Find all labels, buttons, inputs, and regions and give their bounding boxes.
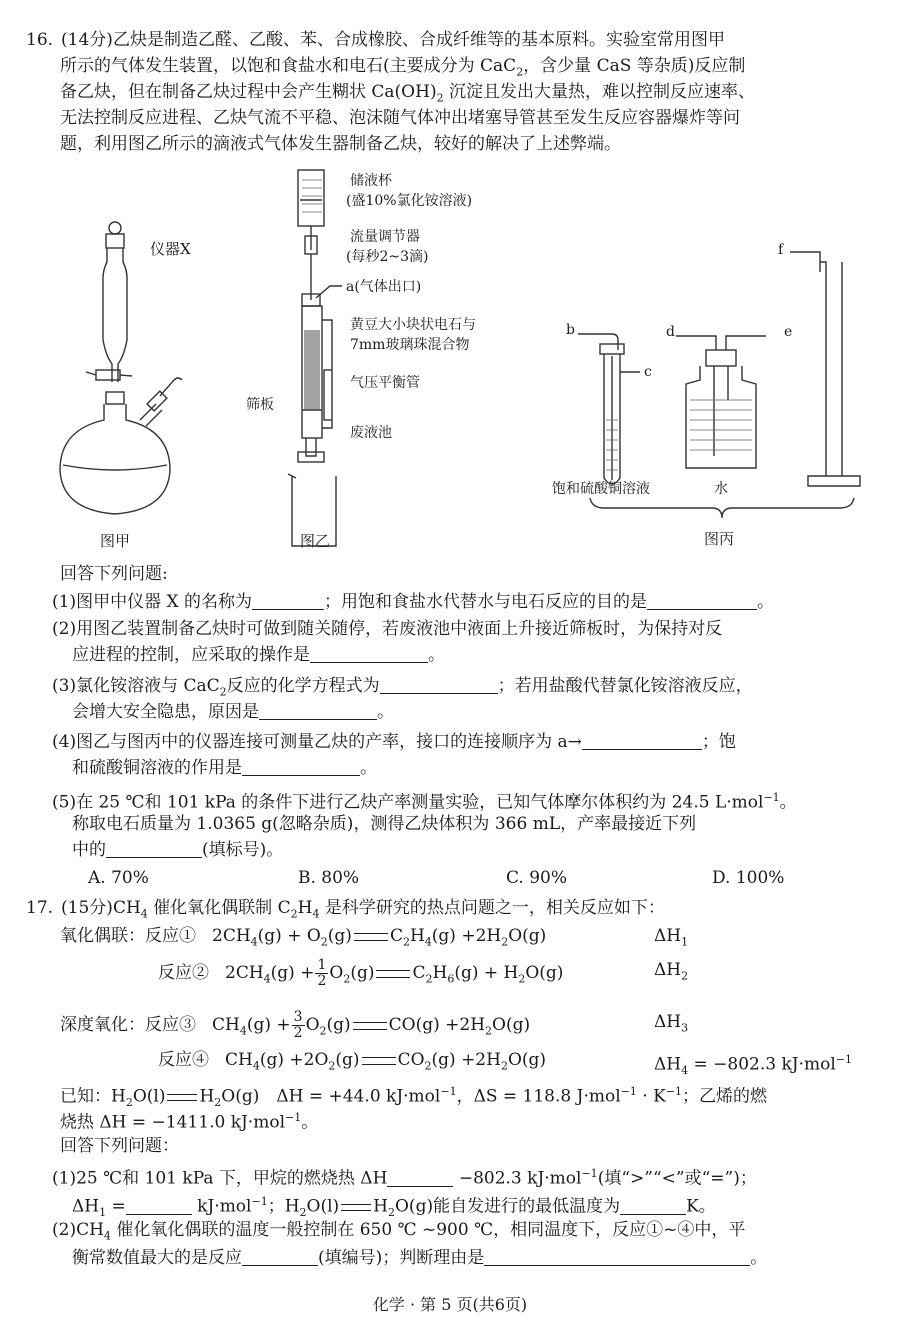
- q16-5b: 称取电石质量为 1.0365 g(忽略杂质)，测得乙炔体积为 366 mL，产率最接近下列: [72, 814, 697, 834]
- page-footer: 化学 · 第 5 页(共6页): [372, 1295, 528, 1314]
- answer-blank[interactable]: [484, 1247, 750, 1266]
- label-water: 水: [714, 481, 728, 497]
- option-d: D. 100%: [712, 868, 785, 888]
- caption-jia: 图甲: [100, 532, 131, 550]
- label-yi-2: 流量调节器: [350, 229, 420, 245]
- q16-2b: 应进程的控制，应采取的操作是 。: [72, 645, 445, 665]
- answer-blank[interactable]: [242, 757, 360, 776]
- q16-line-4: 无法控制反应进程、乙炔气流不平稳、泡沫随气体冲出堵塞导管甚至发生反应容器爆炸等问: [60, 108, 740, 128]
- figure-jia-apparatus: [60, 222, 182, 514]
- answer-blank[interactable]: [582, 731, 702, 750]
- label-yi-6: 7mm玻璃珠混合物: [350, 337, 470, 353]
- q16-4b: 和硫酸铜溶液的作用是 。: [72, 758, 377, 778]
- answer-blank[interactable]: [387, 1168, 453, 1187]
- answer-blank[interactable]: [252, 591, 324, 610]
- letter-d: d: [666, 324, 675, 340]
- q16-3a: (3)氯化铵溶液与 CaC$_2$反应的化学方程式为 ；若用盐酸代替氯化铵溶液反应，: [52, 676, 753, 699]
- label-yi-8: 筛板: [246, 397, 274, 413]
- label-yi-7: 气压平衡管: [350, 375, 420, 391]
- q16-3b: 会增大安全隐患，原因是 。: [72, 702, 394, 722]
- reaction-2: 反应② $2CH_4(g)$ + $\frac{1}{2}$ $O_2(g) C_2H_6(g) + H_2O(g)$ $\Delta H_2$: [158, 957, 689, 989]
- q16-line-2: 所示的气体发生装置，以饱和食盐水和电石(主要成分为 CaC$_2$，含少量 CaS 等杂质)反应制: [60, 56, 746, 79]
- label-yi-5: 黄豆大小块状电石与: [350, 317, 476, 333]
- q17-line-1: 17. (15分)$CH_4$ 催化氧化偶联制 $C_2H_4$ 是科学研究的热点问题之一，相关反应如下：: [26, 898, 665, 921]
- label-yi-9: 废液池: [350, 425, 392, 441]
- answer-blank[interactable]: [310, 644, 428, 663]
- q16-5c: 中的 (填标号)。: [72, 840, 284, 860]
- q16-5a: (5)在 25 ℃和 101 kPa 的条件下进行乙炔产率测量实验，已知气体摩尔体积约为 24.5 L·mol$^{-1}$。: [52, 791, 797, 813]
- caption-bing: 图丙: [704, 530, 735, 548]
- q17-1b: $\Delta H_1 = kJ\cdot mol^{-1}$；$H_2O(l)$ $H_2O(g)$能自发进行的最低温度为 K。: [72, 1195, 716, 1220]
- answer-blank[interactable]: [106, 839, 202, 858]
- label-yi-3: (每秒2~3滴): [346, 249, 429, 265]
- q16-prompt: 回答下列问题:: [60, 564, 168, 584]
- answer-blank[interactable]: [380, 675, 498, 694]
- reaction-4: 反应④ $CH_4(g) +2O_2(g)$ $CO_2(g) +2H_2O(g)$ $\Delta H_4 = -802.3$ kJ·mol$^{-1}$: [158, 1050, 853, 1078]
- option-c: C. 90%: [506, 868, 567, 888]
- letter-f: f: [778, 242, 784, 258]
- reaction-1: 氧化偶联：反应① $2CH_4(g) + O_2(g)$ $C_2H_4(g) +2H_2O(g)$ $\Delta H_1$: [60, 926, 689, 949]
- q16-line-1: 16. (14分)乙炔是制造乙醛、乙酸、苯、合成橡胶、合成纤维等的基本原料。实验室常用图甲: [26, 30, 725, 50]
- answer-blank[interactable]: [126, 1196, 192, 1215]
- q17-1a: (1)25 ℃和 101 kPa 下，甲烷的燃烧热 ΔH −802.3 kJ·mol$^{-1}$(填“>”“<”或“=”)；: [52, 1167, 757, 1189]
- answer-blank[interactable]: [242, 1247, 318, 1266]
- q17-2b: 衡常数值最大的是反应 (填编号)；判断理由是 。: [72, 1248, 768, 1268]
- q16-2a: (2)用图乙装置制备乙炔时可做到随关随停，若废液池中液面上升接近筛板时，为保持对反: [52, 619, 723, 639]
- apparatus-figures: [0, 0, 900, 560]
- q16-1: (1)图甲中仪器 X 的名称为 ；用饱和食盐水代替水与电石反应的目的是 。: [52, 592, 774, 612]
- q17-known-2: 烧热 ΔH = −1411.0 kJ·mol$^{-1}$。: [60, 1111, 319, 1133]
- reaction-3: 深度氧化：反应③ $CH_4(g)$ + $\frac{3}{2}$ $O_2(g)$ $CO(g) +2H_2O(g)$ $\Delta H_3$: [60, 1009, 689, 1041]
- q16-line-5: 题，利用图乙所示的滴液式气体发生器制备乙炔，较好的解决了上述弊端。: [60, 134, 621, 154]
- option-b: B. 80%: [298, 868, 360, 888]
- letter-c: c: [644, 364, 652, 380]
- answer-blank[interactable]: [620, 1196, 686, 1215]
- label-yi-0: 储液杯: [350, 173, 392, 189]
- label-yi-4: a(气体出口): [346, 279, 422, 295]
- q16-line-3: 备乙炔，但在制备乙炔过程中会产生糊状 $Ca(OH)_2$ 沉淀且发出大量热，难以控制反应速率、: [60, 82, 755, 105]
- q17-2a: $(2)CH_4$ 催化氧化偶联的温度一般控制在 650 ℃ ~900 ℃，相同温度下，反应①~④中，平: [52, 1220, 746, 1243]
- caption-yi: 图乙: [300, 532, 331, 550]
- q17-prompt: 回答下列问题：: [60, 1136, 179, 1156]
- label-yi-1: (盛10%氯化铵溶液): [346, 193, 473, 209]
- letter-b: b: [566, 322, 575, 338]
- label-instrument-x: 仪器X: [150, 240, 191, 258]
- letter-e: e: [784, 324, 793, 340]
- q17-known: 已知：$H_2O(l)$ $H_2O(g)$ ΔH = +44.0 kJ·mol$^{-1}$，ΔS = 118.8 $J\cdot mol^{-1} \cdot K^{-1}$；乙烯的燃: [60, 1085, 767, 1110]
- option-a: A. 70%: [88, 868, 149, 888]
- label-cuso4: 饱和硫酸铜溶液: [552, 481, 650, 497]
- answer-blank[interactable]: [647, 591, 757, 610]
- answer-blank[interactable]: [259, 701, 377, 720]
- q16-4a: (4)图乙与图丙中的仪器连接可测量乙炔的产率，接口的连接顺序为 a→ ；饱: [52, 732, 736, 752]
